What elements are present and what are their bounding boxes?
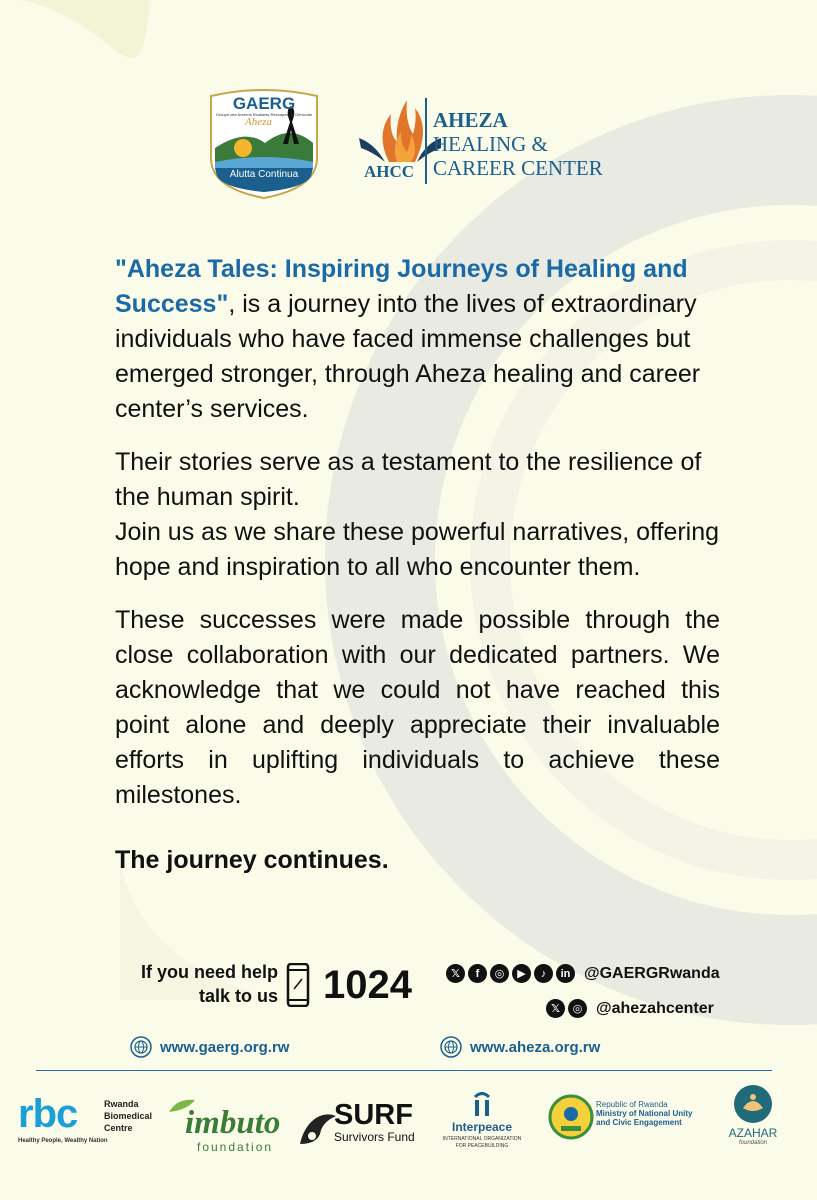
gaerg-logo bbox=[205, 88, 323, 200]
interpeace-sub-line2: FOR PEACEBUILDING bbox=[455, 1143, 509, 1149]
minubumwe-name bbox=[596, 1100, 692, 1127]
gaerg-handle[interactable]: @GAERGRwanda bbox=[584, 964, 720, 982]
youtube-icon[interactable]: ▶ bbox=[512, 964, 531, 983]
x-icon[interactable]: 𝕏 bbox=[446, 964, 465, 983]
surf-name: SURF bbox=[334, 1099, 413, 1131]
partners-paragraph: These successes were made possible through the close collaboration with our dedicated partners. We acknowledge that we could not have reached this point alone and deeply appreciate their invaluable efforts in uplifting individuals to achieve these milestones. bbox=[115, 606, 720, 809]
rbc-name bbox=[104, 1098, 152, 1134]
social-row-gaerg bbox=[446, 964, 720, 983]
footer-divider bbox=[36, 1070, 772, 1071]
gaerg-name: GAERG bbox=[232, 94, 296, 113]
linkedin-icon[interactable]: in bbox=[556, 964, 575, 983]
rbc-name-line3: Centre bbox=[104, 1123, 133, 1133]
surf-logo bbox=[298, 1100, 423, 1160]
partner-logos bbox=[0, 1080, 817, 1190]
social-row-aheza bbox=[546, 999, 714, 1018]
interpeace-logo bbox=[442, 1092, 552, 1162]
ahcc-abbr: AHCC bbox=[363, 162, 415, 181]
phone-icon bbox=[286, 963, 310, 1007]
interpeace-sub bbox=[442, 1136, 522, 1150]
gaerg-motto: Alutta Continua bbox=[229, 169, 299, 180]
help-line2: talk to us bbox=[198, 986, 278, 1006]
ahcc-divider bbox=[425, 98, 427, 184]
rbc-logo bbox=[18, 1094, 158, 1154]
help-text bbox=[141, 960, 278, 1008]
ahcc-name-line2: HEALING & bbox=[433, 132, 548, 156]
main-text bbox=[115, 252, 720, 878]
rbc-name-line2: Biomedical bbox=[104, 1111, 153, 1121]
join-paragraph: Join us as we share these powerful narratives, offering hope and inspiration to all who encounter them. bbox=[115, 518, 720, 581]
ahcc-name-line3: CAREER CENTER bbox=[433, 156, 603, 180]
rbc-mark: rbc bbox=[18, 1092, 78, 1136]
azahar-logo bbox=[718, 1084, 788, 1164]
minubumwe-line2: Ministry of National Unity bbox=[596, 1109, 693, 1118]
interpeace-sub-line1: INTERNATIONAL ORGANIZATION bbox=[442, 1136, 522, 1142]
intro-title: "Aheza Tales: Inspiring Journeys of Healing and Success" bbox=[115, 255, 688, 318]
closing-line: The journey continues. bbox=[115, 846, 389, 874]
x-icon[interactable]: 𝕏 bbox=[546, 999, 565, 1018]
helpline bbox=[118, 960, 412, 1010]
minubumwe-logo bbox=[548, 1094, 698, 1154]
gaerg-script: Aheza bbox=[245, 116, 272, 128]
testament-paragraph: Their stories serve as a testament to the resilience of the human spirit. bbox=[115, 448, 702, 511]
gaerg-website-text[interactable]: www.gaerg.org.rw bbox=[160, 1038, 290, 1056]
rbc-tagline: Healthy People, Wealthy Nation bbox=[18, 1138, 108, 1144]
facebook-icon[interactable]: f bbox=[468, 964, 487, 983]
aheza-website-text[interactable]: www.aheza.org.rw bbox=[470, 1038, 601, 1056]
surf-sub: Survivors Fund bbox=[334, 1130, 415, 1144]
instagram-icon[interactable]: ◎ bbox=[490, 964, 509, 983]
azahar-sub: foundation bbox=[738, 1140, 768, 1146]
ahcc-name-line1: AHEZA bbox=[433, 108, 508, 132]
imbuto-logo bbox=[163, 1098, 288, 1168]
help-number[interactable]: 1024 bbox=[323, 963, 412, 1007]
instagram-icon[interactable]: ◎ bbox=[568, 999, 587, 1018]
globe-icon bbox=[130, 1036, 152, 1058]
help-line1: If you need help bbox=[140, 962, 278, 982]
imbuto-sub: foundation bbox=[197, 1140, 274, 1154]
intro-text: , is a journey into the lives of extraordinary individuals who have faced immense challenges but emerged stronger, through Aheza healing and career center’s services. bbox=[115, 290, 701, 423]
gaerg-website[interactable] bbox=[130, 1036, 289, 1058]
globe-icon bbox=[440, 1036, 462, 1058]
minubumwe-line3: and Civic Engagement bbox=[596, 1118, 682, 1127]
minubumwe-line1: Republic of Rwanda bbox=[596, 1100, 668, 1109]
rbc-name-line1: Rwanda bbox=[104, 1099, 139, 1109]
header-logos bbox=[205, 88, 625, 200]
imbuto-name: imbuto bbox=[185, 1105, 281, 1141]
gaerg-subtitle: Groupe des Anciens Etudiants Rescapés du Génocide bbox=[215, 112, 313, 117]
aheza-website[interactable] bbox=[440, 1036, 600, 1058]
aheza-handle[interactable]: @ahezahcenter bbox=[596, 999, 714, 1017]
ahcc-name bbox=[433, 108, 603, 180]
interpeace-name: Interpeace bbox=[451, 1120, 513, 1134]
tiktok-icon[interactable]: ♪ bbox=[534, 964, 553, 983]
intro-paragraph bbox=[115, 252, 720, 427]
azahar-name: AZAHAR bbox=[728, 1126, 778, 1140]
